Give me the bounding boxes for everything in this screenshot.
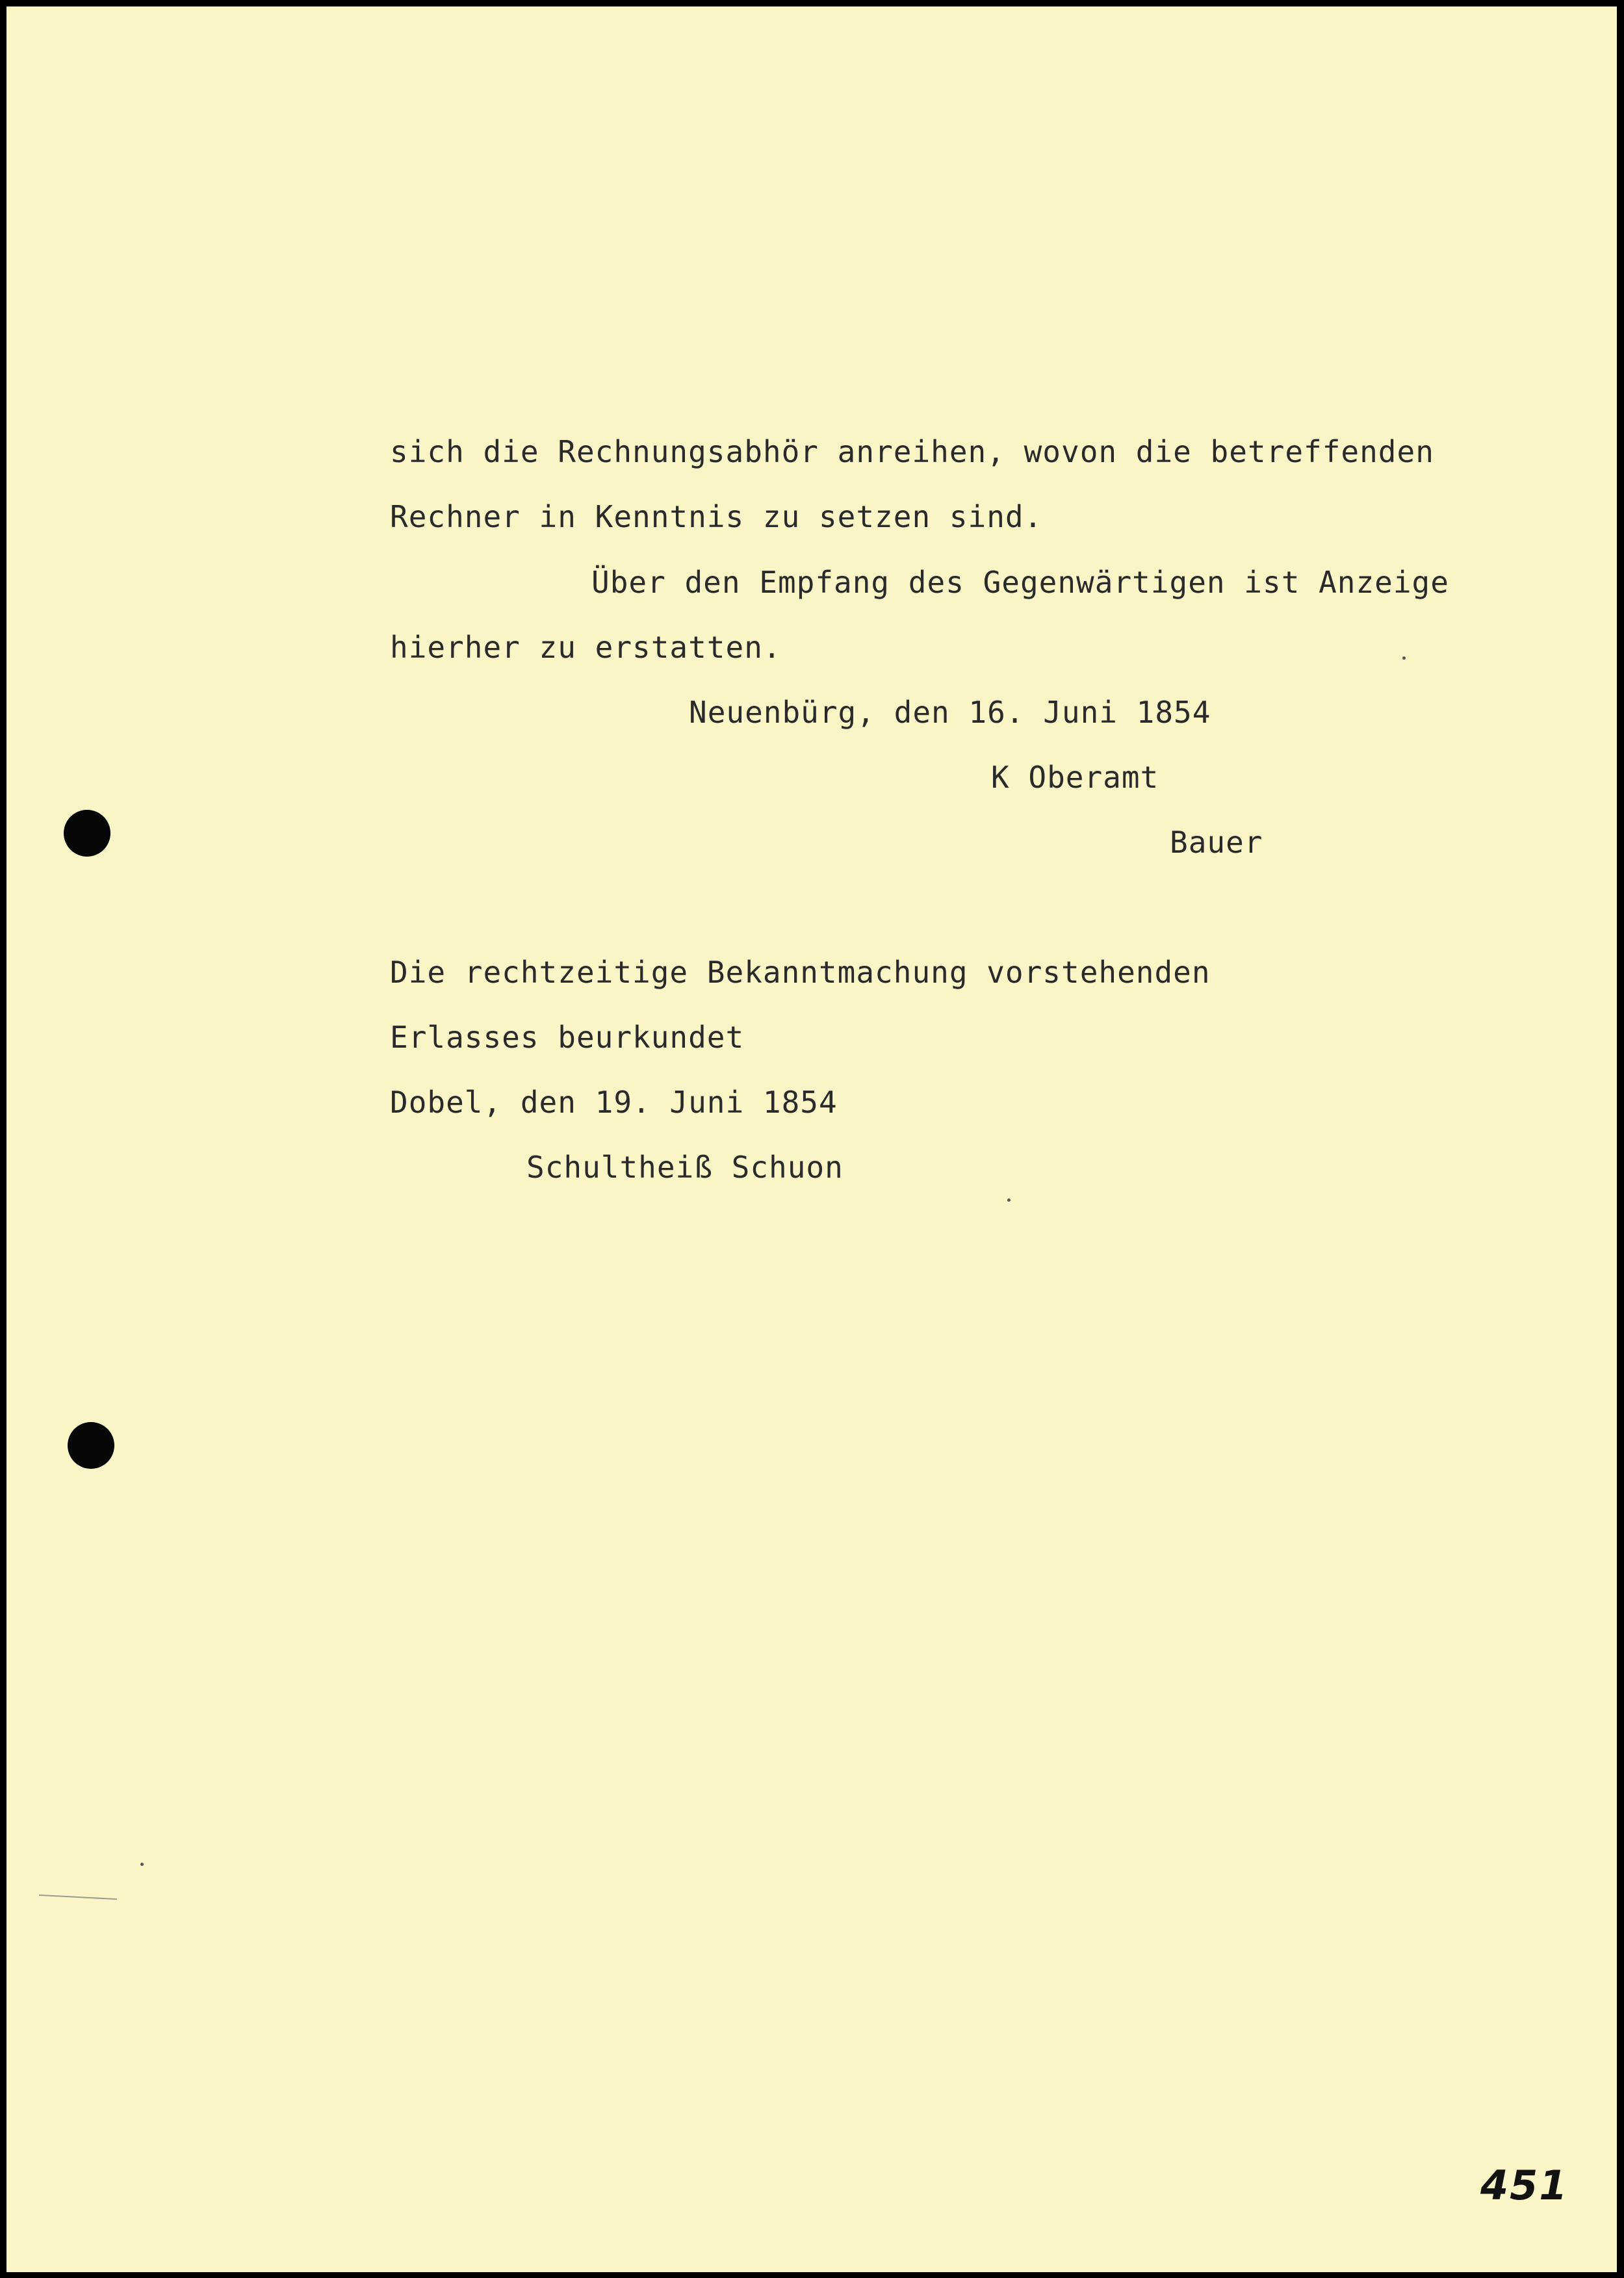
text-line-1: sich die Rechnungsabhör anreihen, wovon die betreffenden [390, 434, 1434, 469]
text-line-9: Erlasses beurkundet [390, 1020, 745, 1055]
signature-name-line: Bauer [1170, 825, 1263, 860]
second-place-date-line: Dobel, den 19. Juni 1854 [390, 1085, 838, 1120]
text-line-2: Rechner in Kenntnis zu setzen sind. [390, 499, 1043, 534]
paper-scratch [39, 1895, 117, 1900]
paper-speck [140, 1863, 144, 1866]
text-line-8: Die rechtzeitige Bekanntmachung vorstehenden [390, 955, 1211, 990]
punch-hole-top [64, 810, 110, 857]
page-number: 451 [1480, 2162, 1569, 2209]
text-line-4: hierher zu erstatten. [390, 630, 782, 665]
punch-hole-bottom [68, 1422, 114, 1469]
second-signature-line: Schultheiß Schuon [526, 1150, 844, 1185]
paper-speck [1007, 1198, 1011, 1202]
place-date-line: Neuenbürg, den 16. Juni 1854 [689, 695, 1211, 730]
text-line-3: Über den Empfang des Gegenwärtigen ist Anzeige [591, 565, 1449, 600]
paper-speck [1402, 656, 1406, 660]
document-page [6, 6, 1617, 2272]
office-line: K Oberamt [991, 760, 1159, 795]
